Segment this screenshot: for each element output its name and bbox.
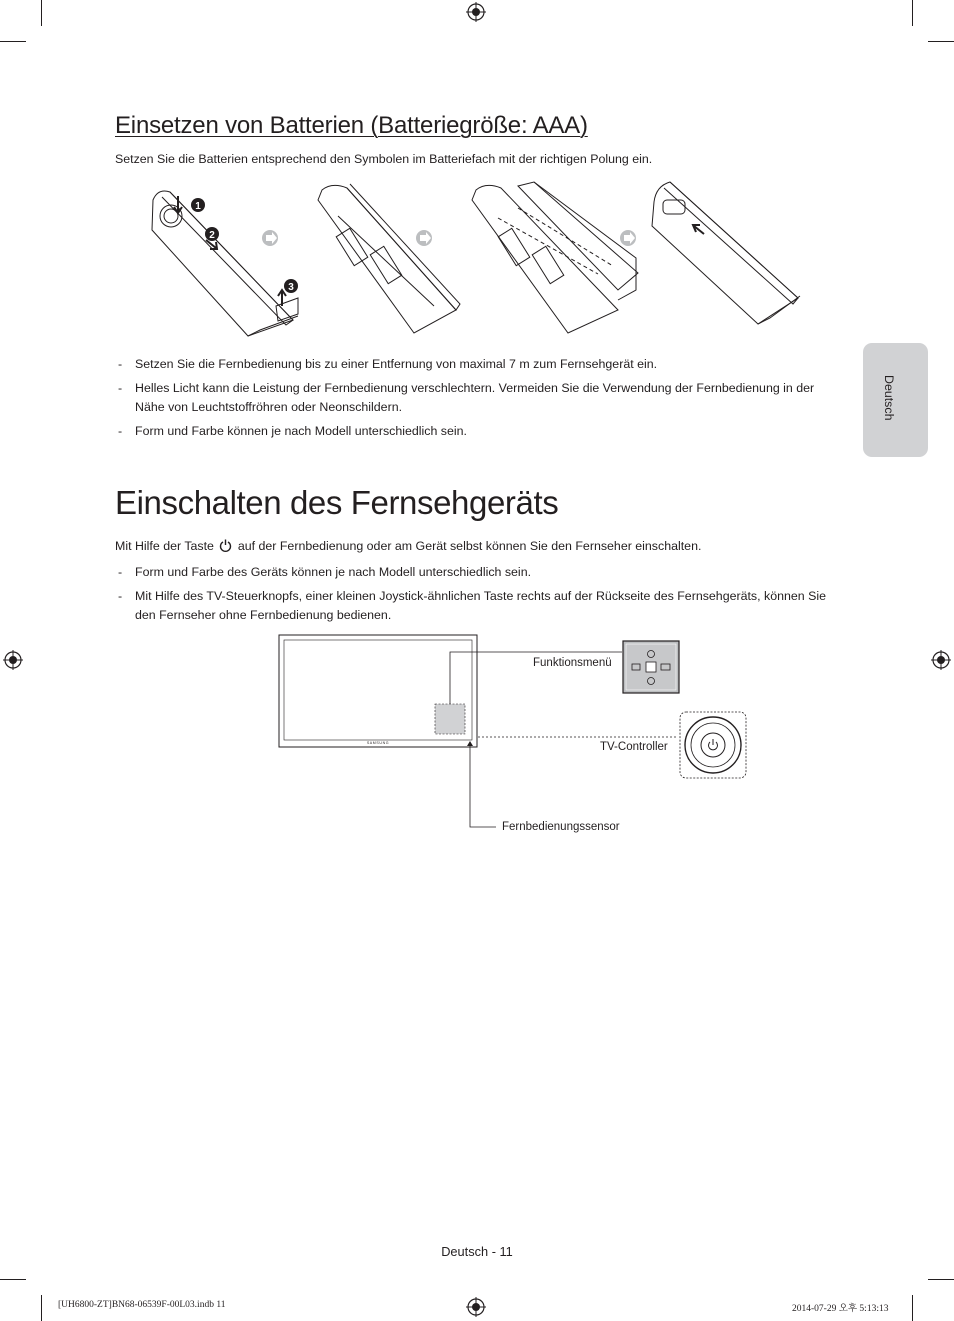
press-arrow-icon bbox=[174, 196, 182, 213]
list-item: - Helles Licht kann die Leistung der Fernbedienung verschlechtern. Vermeiden Sie die Verwendung der Fernbedienung in der Nähe von Leuchtstoffröhren oder Neonschildern. bbox=[115, 379, 835, 417]
crop-mark bbox=[0, 1279, 26, 1280]
step-badge-1 bbox=[191, 198, 205, 212]
tv-controls-diagram bbox=[278, 634, 750, 834]
close-arrow-icon bbox=[693, 225, 704, 234]
crop-mark bbox=[0, 41, 26, 42]
step-badge-3 bbox=[284, 279, 298, 293]
svg-text:2: 2 bbox=[209, 230, 215, 241]
list-item: - Form und Farbe können je nach Modell unterschiedlich sein. bbox=[115, 422, 835, 441]
next-step-arrow-icon bbox=[262, 230, 278, 246]
crop-mark bbox=[928, 1279, 954, 1280]
crop-mark bbox=[41, 1295, 42, 1321]
label-remote-sensor: Fernbedienungssensor bbox=[502, 821, 620, 833]
side-tab-label: Deutsch bbox=[882, 375, 896, 421]
print-file-slug: [UH6800-ZT]BN68-06539F-00L03.indb 11 bbox=[58, 1300, 226, 1310]
power-on-intro-text: Mit Hilfe der Taste auf der Fernbedienung oder am Gerät selbst können Sie den Fernseher einschalten. bbox=[115, 539, 702, 553]
crop-mark bbox=[912, 1295, 913, 1321]
svg-text:1: 1 bbox=[195, 201, 201, 212]
label-tv-controller: TV-Controller bbox=[600, 741, 668, 753]
label-function-menu: Funktionsmenü bbox=[533, 657, 612, 669]
next-step-arrow-icon bbox=[416, 230, 432, 246]
list-item: - Setzen Sie die Fernbedienung bis zu einer Entfernung von maximal 7 m zum Fernsehgerät ein. bbox=[115, 355, 835, 374]
section-title-power-on: Einschalten des Fernsehgeräts bbox=[115, 484, 559, 521]
page-number: Deutsch - 11 bbox=[441, 1244, 513, 1259]
tv-brand-logo: SAMSUNG bbox=[366, 741, 390, 745]
tv-controller-area bbox=[435, 704, 465, 734]
lift-arrow-icon bbox=[278, 290, 286, 306]
list-item: - Mit Hilfe des TV-Steuerknopfs, einer kleinen Joystick-ähnlichen Taste rechts auf der Rückseite des Fernsehgeräts, können Sie den Fernseher ohne Fernbedienung bedienen. bbox=[115, 587, 835, 625]
language-side-tab bbox=[863, 343, 928, 457]
battery-insertion-illustration bbox=[148, 178, 803, 338]
registration-mark-icon bbox=[466, 2, 486, 22]
registration-mark-icon bbox=[3, 650, 23, 670]
svg-text:3: 3 bbox=[288, 282, 294, 293]
remote-step-3-illustration bbox=[472, 182, 638, 333]
remote-step-2-illustration bbox=[318, 184, 460, 333]
registration-mark-icon bbox=[931, 650, 951, 670]
registration-mark-icon bbox=[466, 1297, 486, 1317]
crop-mark bbox=[41, 0, 42, 26]
list-item: - Form und Farbe des Geräts können je nach Modell unterschiedlich sein. bbox=[115, 563, 835, 582]
power-notes-list bbox=[115, 563, 835, 630]
power-icon bbox=[219, 539, 232, 552]
next-step-arrow-icon bbox=[620, 230, 636, 246]
battery-intro-text: Setzen Sie die Batterien entsprechend den Symbolen im Batteriefach mit der richtigen Polung ein. bbox=[115, 152, 653, 166]
crop-mark bbox=[912, 0, 913, 26]
remote-step-4-illustration bbox=[652, 182, 800, 324]
function-menu-panel bbox=[623, 641, 679, 693]
battery-notes-list bbox=[115, 355, 835, 446]
crop-mark bbox=[928, 41, 954, 42]
tv-controller-illustration bbox=[680, 712, 746, 778]
step-badge-2 bbox=[205, 227, 219, 241]
remote-step-1-illustration bbox=[152, 191, 298, 336]
section-title-batteries: Einsetzen von Batterien (Batteriegröße: AAA) bbox=[115, 112, 588, 139]
print-date-slug: 2014-07-29 오후 5:13:13 bbox=[792, 1304, 889, 1314]
